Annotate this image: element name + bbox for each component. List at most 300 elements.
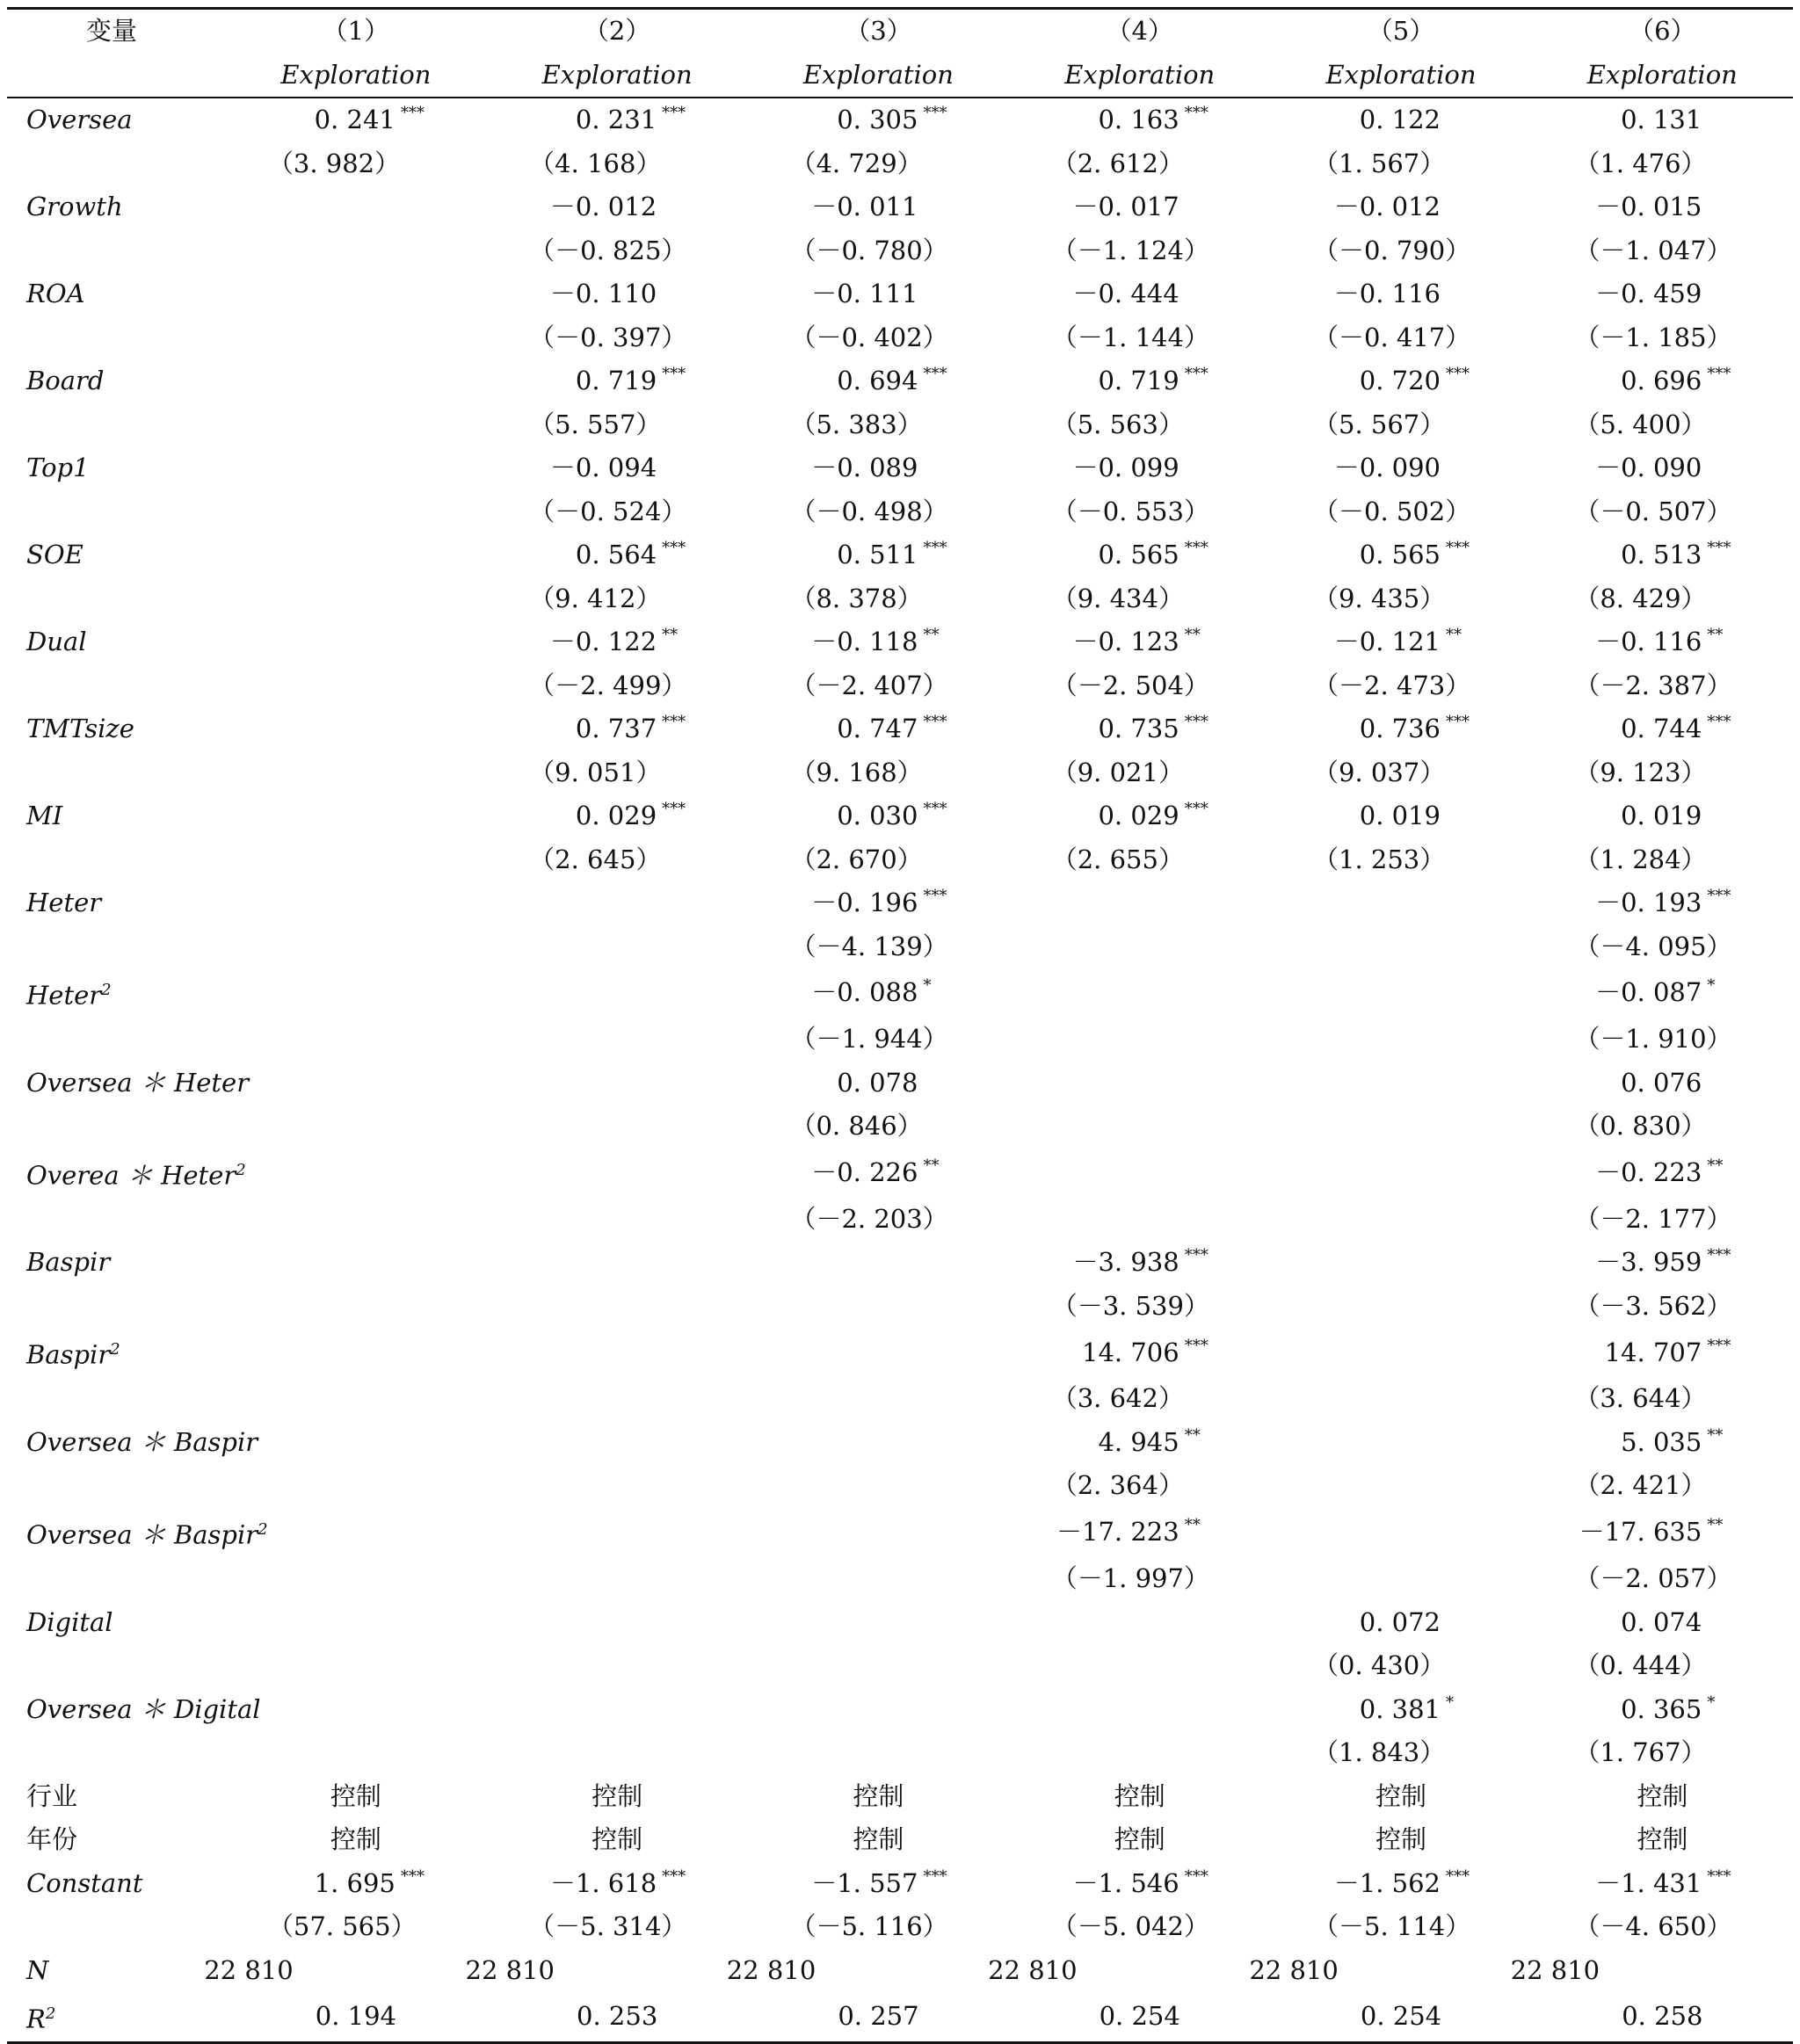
coefficient-cell <box>1270 707 1531 751</box>
value-cell <box>1270 1775 1531 1819</box>
coefficient-value: －17. 635 <box>1579 1517 1702 1547</box>
cell-value: 控制 <box>1114 1824 1165 1855</box>
significance-stars: *** <box>662 365 686 383</box>
t-statistic-value: （0. 430） <box>1313 1650 1446 1681</box>
t-statistic-value: （－5. 114） <box>1313 1911 1471 1942</box>
variable-label: Overea ＊ Heter <box>26 1160 236 1191</box>
t-statistic-value: （－1. 124） <box>1051 235 1209 265</box>
t-statistic-cell <box>1270 577 1531 621</box>
value-cell <box>1270 1818 1531 1862</box>
significance-stars: * <box>923 976 932 996</box>
significance-stars: *** <box>923 887 947 905</box>
coefficient-cell <box>1009 881 1270 925</box>
t-statistic-value: （9. 435） <box>1313 583 1446 613</box>
coefficient-cell <box>748 359 1009 403</box>
t-statistic-cell <box>1270 1105 1531 1149</box>
coefficient-row <box>7 1601 1793 1645</box>
t-statistic-value: （－4. 095） <box>1574 931 1732 961</box>
value-cell <box>487 1992 748 2043</box>
variable-name <box>7 1775 225 1819</box>
t-statistic-cell <box>225 1557 486 1601</box>
cell-value: 22 810 <box>726 1954 817 1985</box>
coefficient-value: －3. 959 <box>1595 1247 1702 1278</box>
significance-stars: ** <box>1184 1425 1201 1445</box>
coefficient-value: －1. 618 <box>549 1867 657 1898</box>
significance-stars: * <box>1446 1692 1454 1712</box>
coefficient-cell <box>748 1862 1009 1906</box>
coefficient-value: 0. 029 <box>1098 801 1179 830</box>
t-statistic-cell <box>487 1198 748 1242</box>
significance-stars: *** <box>1184 1246 1208 1265</box>
t-statistic-cell <box>748 1464 1009 1508</box>
t-statistic-cell <box>748 1905 1009 1949</box>
coefficient-value: －1. 431 <box>1595 1867 1702 1898</box>
coefficient-cell <box>1009 968 1270 1018</box>
t-statistic-row <box>7 1377 1793 1421</box>
coefficient-value: －0. 123 <box>1072 627 1179 656</box>
coefficient-cell <box>748 794 1009 838</box>
t-statistic-cell <box>225 490 486 534</box>
coefficient-cell <box>748 1241 1009 1285</box>
t-statistic-cell <box>487 490 748 534</box>
t-statistic-cell <box>1532 1464 1793 1508</box>
coefficient-cell <box>225 1062 486 1105</box>
cell-value: 0. 258 <box>1622 2001 1703 2032</box>
t-statistic-cell <box>748 838 1009 882</box>
significance-stars: *** <box>923 104 947 122</box>
t-statistic-cell <box>748 1644 1009 1688</box>
t-statistic-value: （－1. 185） <box>1574 322 1732 352</box>
variable-label: Baspir <box>26 1339 111 1370</box>
t-statistic-value: （－5. 042） <box>1051 1911 1209 1942</box>
coefficient-cell <box>225 881 486 925</box>
coefficient-value: 0. 365 <box>1621 1693 1702 1724</box>
coefficient-cell <box>1270 1328 1531 1377</box>
coefficient-cell <box>487 533 748 577</box>
t-statistic-cell <box>225 316 486 360</box>
coefficient-row <box>7 272 1793 316</box>
t-statistic-cell <box>748 490 1009 534</box>
t-statistic-value: （8. 378） <box>790 583 923 613</box>
t-statistic-cell <box>225 1105 486 1149</box>
t-statistic-value: （－0. 417） <box>1313 322 1471 352</box>
coefficient-cell <box>1270 968 1531 1018</box>
coefficient-cell <box>748 1062 1009 1105</box>
t-statistic-row <box>7 403 1793 447</box>
t-statistic-value: （－1. 047） <box>1574 235 1732 265</box>
t-statistic-cell <box>748 1105 1009 1149</box>
t-statistic-cell <box>225 838 486 882</box>
col-number: （1） <box>225 9 486 54</box>
t-statistic-cell <box>1009 1905 1270 1949</box>
coefficient-cell <box>1532 185 1793 229</box>
t-statistic-value: （5. 567） <box>1313 409 1446 439</box>
t-statistic-cell <box>225 1018 486 1062</box>
coefficient-cell <box>487 1328 748 1377</box>
t-statistic-cell <box>1009 142 1270 186</box>
coefficient-value: 0. 737 <box>575 714 657 743</box>
t-statistic-cell <box>1009 577 1270 621</box>
dependent-variable: Exploration <box>1009 54 1270 98</box>
coefficient-cell <box>748 1149 1009 1198</box>
t-statistic-cell <box>748 1285 1009 1329</box>
t-statistic-cell <box>1270 1557 1531 1601</box>
t-statistic-cell <box>225 229 486 273</box>
coefficient-cell <box>1532 968 1793 1018</box>
t-statistic-cell <box>1532 1198 1793 1242</box>
cell-value: 控制 <box>853 1780 904 1811</box>
variable-name <box>7 1688 261 1732</box>
value-cell <box>487 1818 748 1862</box>
coefficient-cell <box>1532 272 1793 316</box>
value-cell <box>225 1992 486 2043</box>
coefficient-cell <box>1270 881 1531 925</box>
value-cell <box>1270 1992 1531 2043</box>
dependent-variable: Exploration <box>487 54 748 98</box>
t-statistic-cell <box>1009 925 1270 969</box>
t-statistic-value: （5. 557） <box>529 409 662 439</box>
coefficient-cell <box>748 272 1009 316</box>
coefficient-value: 0. 565 <box>1359 540 1441 569</box>
coefficient-value: －0. 090 <box>1333 453 1441 482</box>
t-statistic-cell <box>1532 751 1793 795</box>
t-statistic-cell <box>748 664 1009 708</box>
coefficient-cell <box>1270 185 1531 229</box>
t-statistic-cell <box>1270 403 1531 447</box>
t-statistic-cell <box>225 1731 486 1775</box>
coefficient-value: －0. 094 <box>549 453 657 482</box>
t-statistic-value: （5. 400） <box>1574 409 1707 439</box>
constant-row <box>7 1862 1793 1906</box>
coefficient-cell <box>1009 359 1270 403</box>
coefficient-row <box>7 98 1793 142</box>
t-statistic-cell <box>748 1198 1009 1242</box>
coefficient-value: 0. 719 <box>575 366 657 395</box>
significance-stars: ** <box>662 626 679 644</box>
coefficient-cell <box>1009 1241 1270 1285</box>
t-statistic-value: （9. 021） <box>1051 757 1184 787</box>
coefficient-value: －0. 012 <box>1333 192 1441 221</box>
control-row <box>7 1818 1793 1862</box>
coefficient-cell <box>225 1421 486 1465</box>
t-statistic-cell <box>225 577 486 621</box>
coefficient-row <box>7 707 1793 751</box>
t-statistic-value: （－2. 387） <box>1574 670 1732 700</box>
coefficient-cell <box>748 446 1009 490</box>
coefficient-cell <box>225 359 486 403</box>
coefficient-cell <box>1532 1421 1793 1465</box>
coefficient-cell <box>1009 1062 1270 1105</box>
coefficient-cell <box>1532 707 1793 751</box>
variable-label: Heter <box>26 980 102 1011</box>
coefficient-cell <box>487 359 748 403</box>
coefficient-value: －0. 087 <box>1595 977 1702 1008</box>
variable-name <box>7 881 225 925</box>
t-statistic-cell <box>1270 142 1531 186</box>
coefficient-cell <box>1532 1508 1793 1557</box>
significance-stars: * <box>1707 976 1716 996</box>
cell-value: 0. 257 <box>838 2001 919 2032</box>
coefficient-value: 0. 241 <box>314 105 396 134</box>
significance-stars: ** <box>923 626 940 644</box>
variable-label: TMTsize <box>26 714 134 743</box>
coefficient-cell <box>1532 1601 1793 1645</box>
significance-stars: ** <box>923 1156 940 1175</box>
coefficient-cell <box>487 968 748 1018</box>
coefficient-cell <box>1532 1149 1793 1198</box>
coefficient-value: 0. 719 <box>1098 366 1179 395</box>
value-cell <box>225 1818 486 1862</box>
coefficient-row <box>7 968 1793 1018</box>
variable-label: ROA <box>26 279 85 308</box>
significance-stars: *** <box>1707 1246 1731 1265</box>
variable-label: Constant <box>26 1867 143 1898</box>
coefficient-value: －0. 017 <box>1072 192 1179 221</box>
t-statistic-value: （－1. 997） <box>1051 1563 1209 1594</box>
t-statistic-cell <box>225 142 486 186</box>
variable-name <box>7 1421 258 1465</box>
coefficient-value: 0. 747 <box>837 714 918 743</box>
t-statistic-cell <box>487 1464 748 1508</box>
table-header <box>7 9 1793 98</box>
coefficient-cell <box>225 1149 486 1198</box>
significance-stars: *** <box>1707 713 1731 731</box>
t-statistic-cell <box>748 577 1009 621</box>
t-statistic-cell <box>1532 1644 1793 1688</box>
t-statistic-cell <box>748 229 1009 273</box>
t-statistic-cell <box>1270 1198 1531 1242</box>
t-statistic-value: （－0. 397） <box>529 322 687 352</box>
col-number: （5） <box>1270 9 1531 54</box>
t-statistic-value: （2. 421） <box>1574 1470 1707 1501</box>
t-statistic-cell <box>225 1905 486 1949</box>
t-statistic-value: （－2. 057） <box>1574 1563 1732 1594</box>
t-statistic-row <box>7 1644 1793 1688</box>
coefficient-cell <box>1270 1421 1531 1465</box>
t-statistic-cell <box>1009 1018 1270 1062</box>
t-statistic-value: （－5. 116） <box>790 1911 948 1942</box>
coefficient-cell <box>1270 533 1531 577</box>
coefficient-value: 0. 074 <box>1621 1606 1702 1637</box>
coefficient-cell <box>487 272 748 316</box>
cell-value: 0. 254 <box>1360 2001 1442 2032</box>
coefficient-cell <box>1270 98 1531 142</box>
t-statistic-value: （1. 476） <box>1574 148 1707 178</box>
coefficient-cell <box>225 1601 486 1645</box>
cell-value: 控制 <box>330 1824 381 1855</box>
value-cell <box>465 1949 748 1993</box>
significance-stars: *** <box>923 365 947 383</box>
t-statistic-value: （1. 767） <box>1574 1737 1707 1768</box>
variable-name <box>7 968 225 1018</box>
coefficient-value: 0. 564 <box>575 540 657 569</box>
t-statistic-row <box>7 1731 1793 1775</box>
significance-stars: *** <box>662 1866 686 1886</box>
t-statistic-cell <box>1270 229 1531 273</box>
t-statistic-row <box>7 751 1793 795</box>
variable-label: Oversea <box>26 105 133 134</box>
value-cell <box>225 1775 486 1819</box>
coefficient-value: 0. 696 <box>1621 366 1702 395</box>
t-statistic-cell <box>1009 1198 1270 1242</box>
t-statistic-cell <box>487 229 748 273</box>
coefficient-cell <box>487 446 748 490</box>
coefficient-row <box>7 1688 1793 1732</box>
t-statistic-value: （9. 051） <box>529 757 662 787</box>
variable-label: Heter <box>26 888 102 917</box>
variable-name <box>7 446 225 490</box>
variable-label: MI <box>26 801 63 830</box>
coefficient-cell <box>1532 446 1793 490</box>
coefficient-cell <box>225 968 486 1018</box>
t-statistic-cell <box>1270 1731 1531 1775</box>
coefficient-cell <box>1009 1862 1270 1906</box>
coefficient-cell <box>487 1062 748 1105</box>
t-statistic-value: （2. 612） <box>1051 148 1184 178</box>
t-statistic-cell <box>487 1731 748 1775</box>
cell-value: 22 810 <box>465 1954 555 1985</box>
t-statistic-value: （0. 830） <box>1574 1111 1707 1142</box>
cell-value: 控制 <box>330 1780 381 1811</box>
coefficient-cell <box>487 185 748 229</box>
variable-name <box>7 1149 246 1198</box>
variable-name <box>7 185 225 229</box>
coefficient-value: 0. 744 <box>1621 714 1702 743</box>
coefficient-cell <box>748 1328 1009 1377</box>
regression-table <box>7 7 1793 2044</box>
variable-label: Growth <box>26 192 123 221</box>
t-statistic-value: （－4. 139） <box>790 931 948 961</box>
coefficient-cell <box>1009 533 1270 577</box>
coefficient-cell <box>1532 881 1793 925</box>
t-statistic-value: （2. 645） <box>529 844 662 874</box>
coefficient-value: －0. 111 <box>811 279 918 308</box>
coefficient-value: 0. 511 <box>837 540 918 569</box>
value-cell <box>1009 1818 1270 1862</box>
t-statistic-cell <box>487 838 748 882</box>
value-cell <box>748 1818 1009 1862</box>
coefficient-value: 0. 381 <box>1359 1693 1441 1724</box>
coefficient-cell <box>1532 1062 1793 1105</box>
significance-stars: ** <box>1446 626 1462 644</box>
coefficient-cell <box>1532 1241 1793 1285</box>
coefficient-value: －0. 118 <box>811 627 918 656</box>
coefficient-value: －0. 015 <box>1595 192 1702 221</box>
t-statistic-cell <box>748 1377 1009 1421</box>
t-statistic-cell <box>748 142 1009 186</box>
significance-stars: *** <box>400 104 425 122</box>
t-statistic-cell <box>1270 664 1531 708</box>
coefficient-cell <box>1270 1601 1531 1645</box>
coefficient-cell <box>225 272 486 316</box>
coefficient-cell <box>487 1508 748 1557</box>
significance-stars: ** <box>1184 626 1201 644</box>
coefficient-cell <box>1270 620 1531 664</box>
t-statistic-cell <box>487 316 748 360</box>
t-statistic-value: （－0. 780） <box>790 235 948 265</box>
cell-value: 控制 <box>1637 1780 1688 1811</box>
t-statistic-value: （－1. 944） <box>790 1024 948 1055</box>
coefficient-cell <box>1270 446 1531 490</box>
coefficient-cell <box>1009 794 1270 838</box>
t-statistic-cell <box>1009 1285 1270 1329</box>
coefficient-cell <box>1009 707 1270 751</box>
coefficient-value: －0. 090 <box>1595 453 1702 482</box>
t-statistic-cell <box>1009 403 1270 447</box>
coefficient-cell <box>1009 1688 1270 1732</box>
t-statistic-cell <box>1009 838 1270 882</box>
t-statistic-cell <box>748 1731 1009 1775</box>
cell-value: 22 810 <box>1510 1954 1600 1985</box>
t-statistic-cell <box>1270 1377 1531 1421</box>
coefficient-value: －0. 223 <box>1595 1156 1702 1187</box>
variable-label: 行业 <box>26 1780 78 1811</box>
variable-name <box>7 272 225 316</box>
cell-value: 0. 194 <box>315 2001 396 2032</box>
value-cell <box>1532 1775 1793 1819</box>
t-statistic-cell <box>1270 1285 1531 1329</box>
t-statistic-row <box>7 838 1793 882</box>
coefficient-cell <box>487 620 748 664</box>
value-cell <box>748 1992 1009 2043</box>
significance-stars: *** <box>662 104 686 122</box>
coefficient-value: 0. 019 <box>1359 801 1441 830</box>
t-statistic-cell <box>1532 577 1793 621</box>
significance-stars: *** <box>1446 713 1470 731</box>
r-squared-row <box>7 1992 1793 2043</box>
cell-value: 控制 <box>1114 1780 1165 1811</box>
coefficient-value: －0. 193 <box>1595 888 1702 917</box>
t-statistic-value: （－0. 790） <box>1313 235 1471 265</box>
variable-label: Oversea ＊ Heter <box>26 1067 250 1098</box>
coefficient-value: 14. 706 <box>1082 1337 1179 1367</box>
coefficient-value: 14. 707 <box>1604 1337 1702 1367</box>
t-statistic-cell <box>225 664 486 708</box>
coefficient-value: 0. 076 <box>1621 1067 1702 1098</box>
significance-stars: ** <box>1707 1516 1724 1535</box>
cell-value: 22 810 <box>204 1954 294 1985</box>
coefficient-row <box>7 1328 1793 1377</box>
significance-stars: *** <box>1707 365 1731 383</box>
value-cell <box>748 1775 1009 1819</box>
significance-stars: *** <box>1184 1866 1208 1886</box>
cell-value: 控制 <box>1637 1824 1688 1855</box>
dependent-variable: Exploration <box>748 54 1009 98</box>
header-row-numbers <box>7 9 1793 54</box>
coefficient-cell <box>487 881 748 925</box>
significance-stars: *** <box>1707 1336 1731 1355</box>
t-statistic-cell <box>1270 316 1531 360</box>
t-statistic-cell <box>1009 1731 1270 1775</box>
variable-label: Board <box>26 366 105 395</box>
coefficient-cell <box>748 620 1009 664</box>
coefficient-cell <box>748 1421 1009 1465</box>
t-statistic-row <box>7 1464 1793 1508</box>
variable-label: Baspir <box>26 1247 111 1278</box>
coefficient-cell <box>225 794 486 838</box>
t-statistic-cell <box>487 925 748 969</box>
t-statistic-cell <box>487 1557 748 1601</box>
variable-label: Oversea ＊ Baspir <box>26 1519 258 1550</box>
coefficient-cell <box>748 1688 1009 1732</box>
cell-value: 控制 <box>592 1824 643 1855</box>
t-statistic-cell <box>748 1557 1009 1601</box>
t-statistic-cell <box>487 1018 748 1062</box>
coefficient-cell <box>487 1149 748 1198</box>
t-statistic-row <box>7 142 1793 186</box>
t-statistic-cell <box>1270 1464 1531 1508</box>
coefficient-cell <box>1009 1149 1270 1198</box>
